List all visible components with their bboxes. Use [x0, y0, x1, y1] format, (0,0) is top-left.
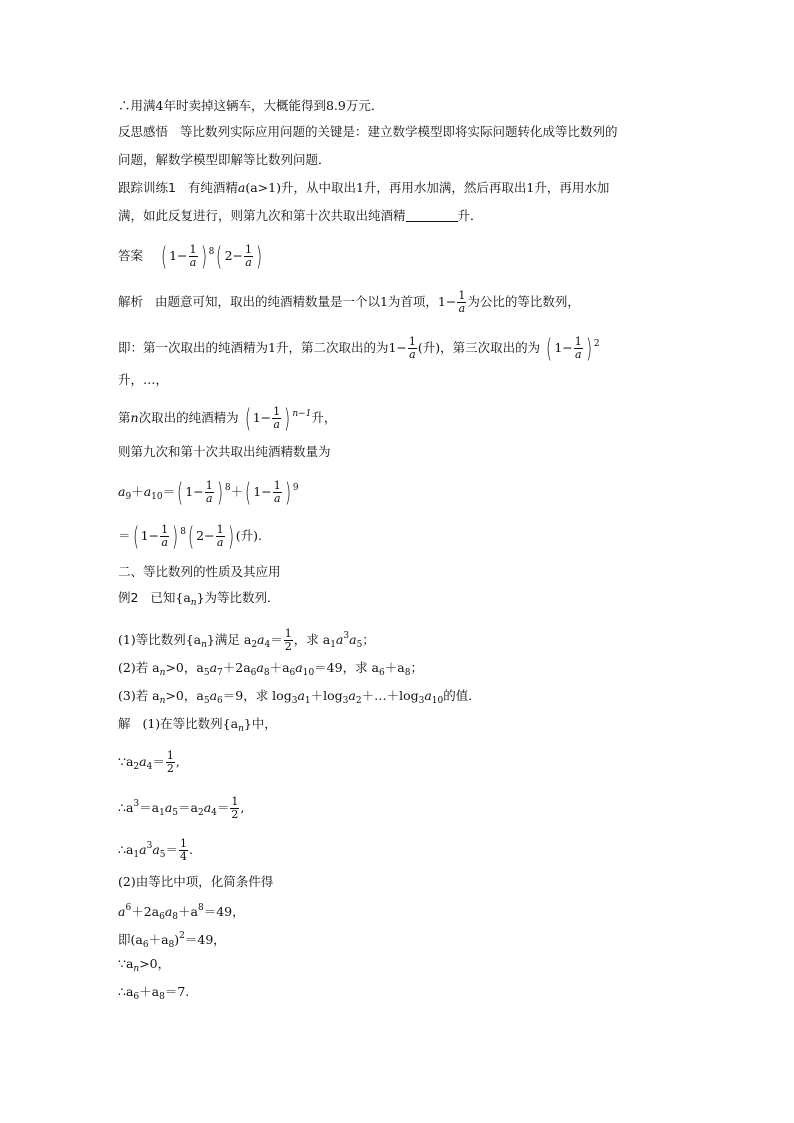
analysis-label: 解析 — [118, 294, 144, 309]
solution-line-9: $\therefore a_6+a_8=7$. — [118, 984, 190, 1002]
exercise-line-1: 跟踪训练1 有纯酒精a(a>1)升，从中取出1升，再用水加满，然后再取出1升，再用水加 — [118, 180, 610, 195]
solution-label: 解 — [118, 716, 131, 731]
example-label: 例2 — [118, 590, 139, 605]
solution-line-6: $a^6+2a_6a_8+a^8=49$， — [118, 903, 245, 922]
analysis-line-2: 即：第一次取出的纯酒精为1升，第二次取出的为1− $\frac{1}{a}$ (升)，第三次取出的为 ( 1− $\frac{1}{a}$ ) $^2$ — [118, 333, 600, 364]
answer-label: 答案 — [118, 248, 144, 263]
solution-line-2: $\because a_2a_4=$ $\frac{1}{2}$ , — [118, 749, 180, 775]
section-heading: 二、等比数列的性质及其应用 — [118, 564, 281, 579]
exercise-label: 跟踪训练1 — [118, 180, 176, 195]
analysis-line-3: 升，…， — [118, 372, 169, 387]
solution-line-8: $\because a_n>0$， — [118, 956, 171, 974]
analysis-line-6: $a_9+a_{10}=$( 1− $\frac{1}{a}$ ) $^8$＋( 1− $\frac{1}{a}$ ) $^9$ — [118, 477, 299, 508]
analysis-line-7: ＝( 1− $\frac{1}{a}$ ) $^8$( 2− $\frac{1}{a}$ ) (升). — [118, 521, 262, 552]
answer-blank — [406, 209, 458, 222]
analysis-line-5: 则第九次和第十次共取出纯酒精数量为 — [118, 444, 331, 459]
solution-line-3: $\therefore a^3=a_1a_5=a_2a_4=$ $\frac{1}{2}$ , — [118, 795, 245, 821]
exercise-line-2: 满，如此反复进行，则第九次和第十次共取出纯酒精 升． — [118, 208, 483, 223]
analysis-line-4: 第n次取出的纯酒精为 ( 1− $\frac{1}{a}$ ) $^{n-1}$升， — [118, 403, 337, 434]
answer-line: 答案 ( 1− $\frac{1}{a}$ ) $^8$( 2− $\frac{1}{a}$ ) — [118, 241, 263, 272]
solution-line-7: 即$(a_6+a_8)^2=49$， — [118, 931, 226, 950]
question-1: (1)等比数列$\{a_n\}$满足 $a_2a_4=$ $\frac{1}{2}$ ，求 $a_1a^3a_5$； — [118, 627, 375, 653]
reflection-label: 反思感悟 — [118, 124, 169, 139]
solution-line-1: 解 (1)在等比数列$\{a_n\}$中， — [118, 716, 277, 734]
solution-line-5: (2)由等比中项，化简条件得 — [118, 874, 274, 889]
reflection-line-1: 反思感悟 等比数列实际应用问题的关键是：建立数学模型即将实际问题转化成等比数列的 — [118, 124, 618, 139]
question-2: (2)若 $a_n>0$，$a_5a_7+2a_6a_8+a_6a_{10}=49$，求 $a_6+a_8$； — [118, 660, 423, 678]
example-2-line: 例2 已知$\{a_n\}$为等比数列． — [118, 590, 280, 608]
reflection-line-2: 问题，解数学模型即解等比数列问题． — [118, 152, 331, 167]
question-3: (3)若 $a_n>0$，$a_5a_6=9$，求 $\log_3a_1+\log_3a_2+\dots+\log_3a_{10}$的值． — [118, 688, 481, 706]
conclusion-line: ∴用满4年时卖掉这辆车，大概能得到8.9万元． — [118, 98, 384, 113]
solution-line-4: $\therefore a_1a^3a_5=$ $\frac{1}{4}$ . — [118, 837, 194, 863]
analysis-line-1: 解析 由题意可知，取出的纯酒精数量是一个以1为首项，1− $\frac{1}{a}$ 为公比的等比数列， — [118, 289, 580, 315]
